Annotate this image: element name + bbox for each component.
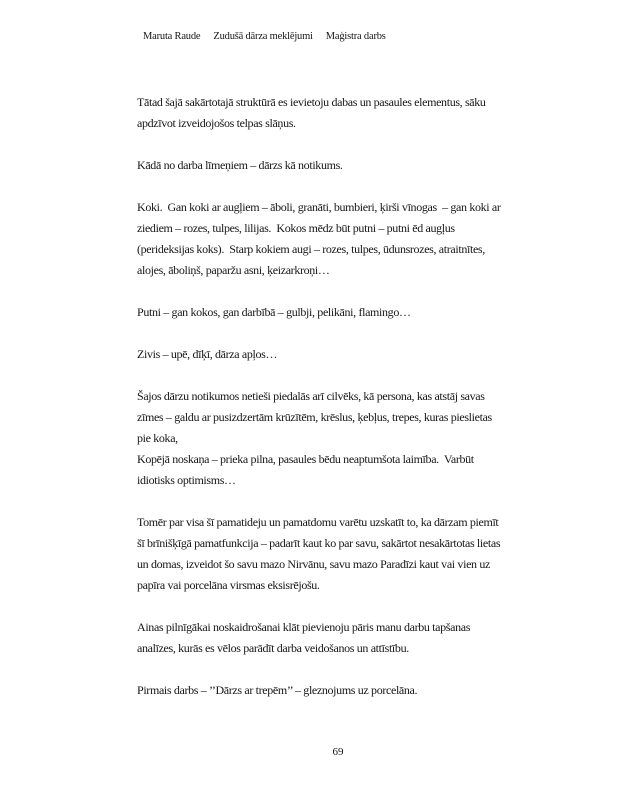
paragraph <box>137 680 539 701</box>
document-body <box>137 92 539 701</box>
text-line: zīmes – galdu ar pusizdzertām krūzītēm, krēslus, ķebļus, trepes, kuras pieslietas <box>137 410 492 424</box>
text-line: analīzes, kurās es vēlos parādīt darba veidošanos un attīstību. <box>137 641 409 655</box>
paragraph <box>137 617 539 659</box>
text-line: šī brīnišķīgā pamatfunkcija – padarīt kaut ko par savu, sakārtot nesakārtotas lietas <box>137 536 501 550</box>
header-work-title: Zudušā dārza meklējumi <box>213 31 313 42</box>
text-line: un domas, izveidot šo savu mazo Nirvānu, savu mazo Paradīzi kaut vai vien uz <box>137 557 490 571</box>
paragraph <box>137 344 539 365</box>
text-line: Zivis – upē, dīķī, dārza apļos… <box>137 347 278 361</box>
text-line: papīra vai porcelāna virsmas eksisrējošu. <box>137 578 320 592</box>
text-line: Putni – gan kokos, gan darbībā – gulbji, pelikāni, flamingo… <box>137 305 411 319</box>
text-line: ziediem – rozes, tulpes, lilijas. Kokos mēdz būt putni – putni ēd augļus <box>137 221 455 235</box>
text-line: Kādā no darba līmeņiem – dārzs kā notikums. <box>137 158 343 172</box>
text-line: Tomēr par visa šī pamatideju un pamatdomu varētu uzskatīt to, ka dārzam piemīt <box>137 515 499 529</box>
paragraph <box>137 512 539 596</box>
text-line: Kopējā noskaņa – prieka pilna, pasaules bēdu neaptumšota laimība. Varbūt <box>137 452 474 466</box>
text-line: (perideksijas koks). Starp kokiem augi – rozes, tulpes, ūdunsrozes, atraitnītes, <box>137 242 485 256</box>
text-line: Koki. Gan koki ar augļiem – āboli, granāti, bumbieri, ķirši vīnogas – gan koki ar <box>137 200 501 214</box>
text-line: alojes, āboliņš, paparžu asni, ķeizarkroņi… <box>137 263 330 277</box>
paragraph <box>137 155 539 176</box>
text-line: idiotisks optimisms… <box>137 473 236 487</box>
header-author: Maruta Raude <box>143 31 201 42</box>
text-line: pie koka, <box>137 431 178 445</box>
text-line: Ainas pilnīgākai noskaidrošanai klāt pievienoju pāris manu darbu tapšanas <box>137 620 471 634</box>
page-header <box>143 31 386 42</box>
text-line: Pirmais darbs – ’’Dārzs ar trepēm’’ – gleznojums uz porcelāna. <box>137 683 418 697</box>
text-line: apdzīvot izveidojošos telpas slāņus. <box>137 116 296 130</box>
paragraph <box>137 92 539 134</box>
page-footer <box>137 746 539 758</box>
paragraph <box>137 386 539 491</box>
text-line: Tātad šajā sakārtotajā struktūrā es ievietoju dabas un pasaules elementus, sāku <box>137 95 486 109</box>
header-work-type: Maģistra darbs <box>325 31 386 42</box>
paragraph <box>137 197 539 281</box>
text-line: Šajos dārzu notikumos netieši piedalās arī cilvēks, kā persona, kas atstāj savas <box>137 389 485 403</box>
page-number: 69 <box>332 746 344 758</box>
paragraph <box>137 302 539 323</box>
